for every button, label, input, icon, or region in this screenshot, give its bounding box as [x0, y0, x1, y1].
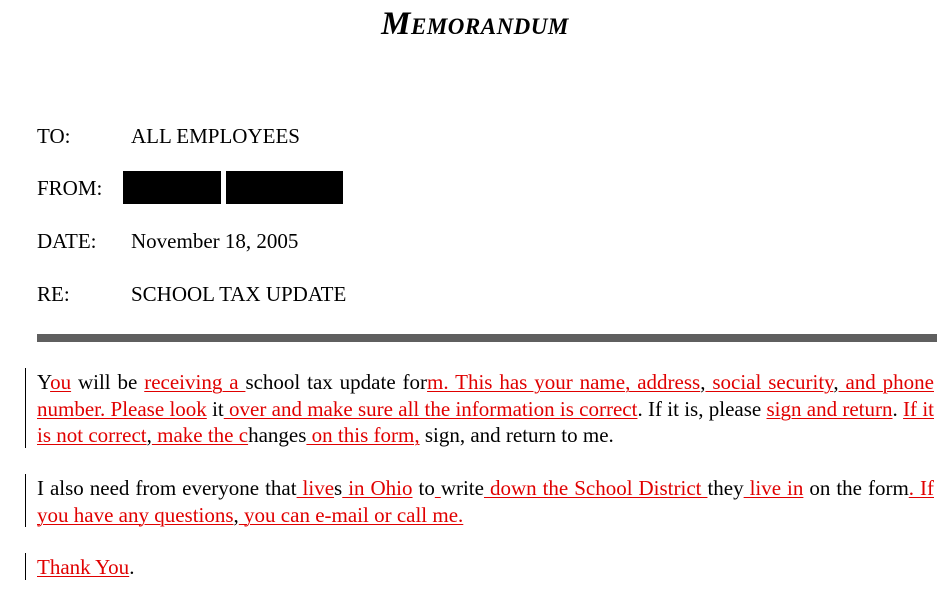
revision-change-bar	[25, 553, 26, 580]
text-run: will be	[71, 370, 145, 394]
inserted-text-run: ou	[50, 370, 72, 394]
inserted-text-run: Thank You	[37, 555, 130, 579]
body-paragraph-1	[37, 369, 934, 449]
redaction-block	[123, 171, 221, 204]
to-value: ALL EMPLOYEES	[131, 124, 300, 148]
date-value: November 18, 2005	[131, 229, 299, 253]
text-run: Y	[37, 370, 51, 394]
text-run: write	[440, 476, 484, 500]
closing-line	[37, 554, 934, 581]
re-value: SCHOOL TAX UPDATE	[131, 282, 347, 306]
text-run: on the form	[803, 476, 909, 500]
text-run: ,	[233, 502, 239, 527]
text-run: it	[206, 396, 224, 421]
inserted-text-run: down the School District	[483, 476, 708, 500]
body-paragraph-2	[37, 475, 934, 528]
text-run: . If it is, please	[637, 396, 767, 421]
text-run: they	[707, 476, 744, 500]
text-run: hanges	[248, 423, 307, 447]
text-run: I also need from everyone that	[37, 476, 297, 500]
inserted-text-run: you can e-mail or call me.	[238, 502, 464, 527]
to-label: TO:	[37, 124, 71, 148]
text-run: to	[412, 476, 435, 500]
redaction-block	[226, 171, 343, 204]
inserted-text-run: and phone number. Please look	[37, 370, 934, 421]
inserted-text-run: sign and return	[766, 396, 893, 421]
text-run: .	[129, 555, 135, 579]
revision-change-bar	[25, 368, 26, 448]
inserted-text-run: live in	[743, 476, 804, 500]
text-run: ,	[833, 370, 839, 394]
inserted-text-run: m. This has your name, address	[427, 370, 701, 394]
text-run: school tax update for	[245, 370, 428, 394]
text-run: ,	[146, 423, 152, 447]
text-run: ,	[700, 370, 706, 394]
from-label: FROM:	[37, 176, 103, 200]
inserted-text-run: social security	[705, 370, 834, 394]
re-label: RE:	[37, 282, 70, 306]
inserted-text-run: receiving a	[144, 370, 246, 394]
revision-change-bar	[25, 474, 26, 527]
inserted-text-run: over and make sure all the information is correct	[223, 396, 638, 421]
inserted-text-run: If it is not correct	[37, 396, 934, 447]
inserted-text-run: make the c	[151, 423, 249, 447]
text-run: s	[334, 476, 343, 500]
text-run: .	[892, 396, 904, 421]
text-run: sign, and return to me.	[419, 423, 614, 447]
date-label: DATE:	[37, 229, 97, 253]
header-divider	[37, 334, 937, 342]
inserted-text-run: in Ohio	[342, 476, 413, 500]
inserted-text-run: live	[296, 476, 335, 500]
inserted-text-run: on this form,	[306, 423, 420, 447]
inserted-text-run: . If you have any questions	[37, 476, 934, 527]
memo-title: Memorandum	[381, 6, 569, 42]
